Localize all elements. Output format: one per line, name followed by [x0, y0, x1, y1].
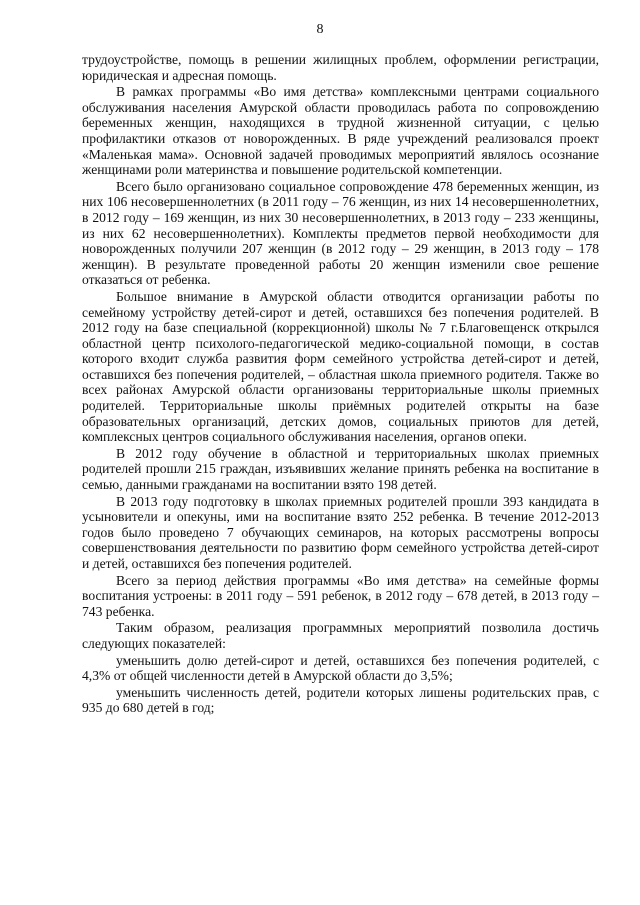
paragraph-10: уменьшить численность детей, родители которых лишены родительских прав, с 935 до 680 детей в год;: [82, 684, 599, 716]
document-body: [82, 52, 599, 717]
paragraph-3: Всего было организовано социальное сопровождение 478 беременных женщин, из них 106 несовершеннолетних (в 2011 году – 76 женщин, из них 14 несовершеннолетних, в 2012 году – 169 женщин, из них 30 несовершеннолетних, в 2013 году – 233 женщины, из них 62 несовершеннолетних). Комплекты предметов первой необходимости для новорожденных получили 207 женщин (в 2012 году – 29 женщин, в 2013 году – 178 женщин). В результате проведенной работы 20 женщин изменили свое решение отказаться от ребенка.: [82, 178, 599, 288]
paragraph-8: Таким образом, реализация программных мероприятий позволила достичь следующих показателей:: [82, 620, 599, 651]
paragraph-6: В 2013 году подготовку в школах приемных родителей прошли 393 кандидата в усыновители и опекуны, ими на воспитание взято 252 ребенка. В течение 2012-2013 годов было проведено 7 обучающих семинаров, на которых рассмотрены вопросы совершенствования деятельности по развитию форм семейного устройства детей-сирот и детей, оставшихся без попечения родителей.: [82, 493, 599, 571]
paragraph-2: В рамках программы «Во имя детства» комплексными центрами социального обслуживания населения Амурской области проводилась работа по сопровождению беременных женщин, находящихся в трудной жизненной ситуации, с целью профилактики отказов от новорожденных. В ряде учреждений реализовался проект «Маленькая мама». Основной задачей проводимых мероприятий являлось осознание женщинами роли материнства и повышение родительской компетенции.: [82, 84, 599, 178]
paragraph-7: Всего за период действия программы «Во имя детства» на семейные формы воспитания устроены: в 2011 году – 591 ребенок, в 2012 году – 678 детей, в 2013 году – 743 ребенка.: [82, 572, 599, 619]
paragraph-5: В 2012 году обучение в областной и территориальных школах приемных родителей прошли 215 граждан, изъявивших желание принять ребенка на воспитание в семью, данными гражданами на воспитании взято 198 детей.: [82, 445, 599, 493]
paragraph-1: трудоустройстве, помощь в решении жилищных проблем, оформлении регистрации, юридическая и адресная помощь.: [82, 52, 599, 83]
page-number: 8: [316, 22, 324, 37]
paragraph-4: Большое внимание в Амурской области отводится организации работы по семейному устройству детей-сирот и детей, оставшихся без попечения родителей. В 2012 году на базе специальной (коррекционной) школы № 7 г.Благовещенск открылся областной центр психолого-педагогической медико-социальной помощи, в состав которого входит служба развития форм семейного устройства детей-сирот и детей, оставшихся без попечения родителей, – областная школа приемного родителя. Также во всех районах Амурской области организованы территориальные школы приемных родителей. Территориальные школы приёмных родителей открыты на базе образовательных организаций, детских домов, социальных приютов для детей, комплексных центров социального обслуживания населения, органов опеки.: [82, 288, 599, 445]
paragraph-9: уменьшить долю детей-сирот и детей, оставшихся без попечения родителей, с 4,3% от общей численности детей в Амурской области до 3,5%;: [82, 652, 599, 684]
